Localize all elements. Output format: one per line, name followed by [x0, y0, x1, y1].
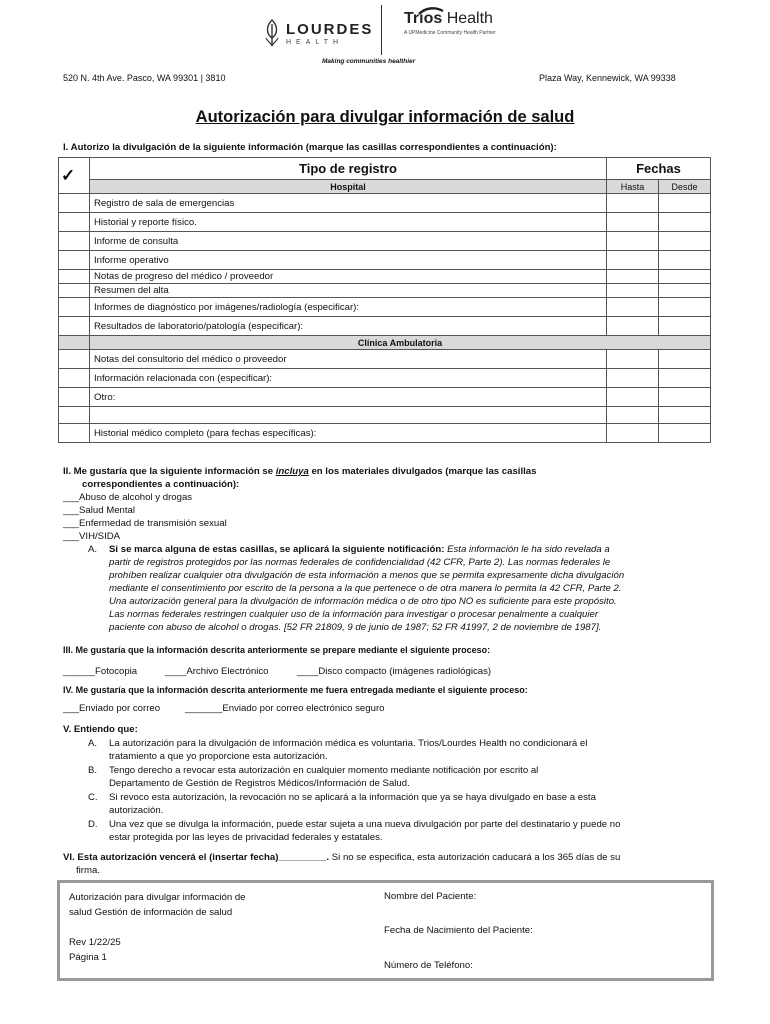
date-to-cell[interactable] — [607, 369, 659, 388]
hospital-group-header: Hospital — [90, 180, 607, 194]
notice-line: mediante el consentimiento por escrito de la persona a la que pertenece o de otra manera lo permita la 42 CFR, Parte 2. — [109, 583, 622, 594]
sensitive-item[interactable]: ___Salud Mental — [63, 505, 136, 516]
record-row: Notas de progreso del médico / proveedor — [90, 270, 607, 284]
date-from-cell[interactable] — [659, 317, 711, 336]
footer-box — [57, 880, 714, 981]
page-title: Autorización para divulgar información de salud — [195, 108, 575, 126]
understanding-label: A. — [88, 738, 98, 749]
trios-logo — [404, 10, 496, 36]
address-right: Plaza Way, Kennewick, WA 99338 — [539, 73, 676, 83]
doc-title-line: salud Gestión de información de salud — [69, 907, 233, 918]
sensitive-item[interactable]: ___Abuso de alcohol y drogas — [63, 492, 193, 503]
record-row: Informe de consulta — [90, 232, 607, 251]
notice-line: Las normas federales restringen cualquier uso de la información para investigar o procesar penalmente a cualquier — [109, 609, 599, 620]
understanding-label: C. — [88, 792, 98, 803]
section2-heading: II. Me gustaría que la siguiente información se incluya en los materiales divulgados (marque las casillas — [63, 466, 537, 477]
checkbox-cell[interactable] — [59, 270, 90, 284]
record-row: Información relacionada con (especificar): — [90, 369, 607, 388]
date-to-cell[interactable] — [607, 270, 659, 284]
section6-heading-cont: firma. — [76, 865, 100, 876]
record-row: Resultados de laboratorio/patología (especificar): — [90, 317, 607, 336]
checkbox-cell[interactable] — [59, 284, 90, 298]
date-from-cell[interactable] — [659, 251, 711, 270]
letterhead — [0, 0, 770, 90]
understanding-line: Departamento de Gestión de Registros Médicos/Información de Salud. — [109, 778, 410, 789]
date-from-cell[interactable] — [659, 424, 711, 443]
date-to-cell[interactable] — [607, 407, 659, 424]
date-to-cell[interactable] — [607, 317, 659, 336]
trios-name: Health — [446, 10, 493, 27]
patient-name-field[interactable]: Nombre del Paciente: — [384, 891, 477, 902]
date-to-cell[interactable] — [607, 194, 659, 213]
sensitive-item[interactable]: ___VIH/SIDA — [63, 531, 121, 542]
date-from-cell[interactable] — [659, 194, 711, 213]
record-row: Informe operativo — [90, 251, 607, 270]
understanding-line: autorización. — [109, 805, 164, 816]
date-from-cell[interactable] — [659, 213, 711, 232]
sensitive-item[interactable]: ___Enfermedad de transmisión sexual — [63, 518, 227, 529]
notice-label: A. — [88, 544, 98, 555]
record-row: Historial y reporte físico. — [90, 213, 607, 232]
checkbox-cell[interactable] — [59, 251, 90, 270]
record-row: Informes de diagnóstico por imágenes/radiología (especificar): — [90, 298, 607, 317]
patient-dob-field[interactable]: Fecha de Nacimiento del Paciente: — [384, 925, 533, 936]
date-from-cell[interactable] — [659, 284, 711, 298]
understanding-line: estar protegida por las leyes de privacidad federales y estatales. — [109, 832, 383, 843]
notice-line: paciente con abuso de alcohol o drogas. [52 FR 21809, 9 de junio de 1987; 52 FR 41997, 2 de noviembre de 1987]. — [109, 622, 602, 633]
date-to-cell[interactable] — [607, 350, 659, 369]
delivery-email[interactable]: _______Enviado por correo electrónico seguro — [185, 703, 385, 714]
logo-divider — [381, 5, 382, 55]
patient-phone-field[interactable]: Número de Teléfono: — [384, 960, 473, 971]
notice-line: Una autorización general para la divulgación de información médica o de otro tipo NO es suficiente para este propósito. — [109, 596, 617, 607]
notice-line: prohíben realizar cualquier otra divulgación de esta información a menos que se permita expresamente dicha divulgación — [109, 570, 625, 581]
address-left: 520 N. 4th Ave. Pasco, WA 99301 | 3810 — [63, 73, 226, 83]
date-to-cell[interactable] — [607, 284, 659, 298]
checkbox-cell[interactable] — [59, 317, 90, 336]
date-from-cell[interactable] — [659, 350, 711, 369]
doc-title-line: Autorización para divulgar información de — [69, 892, 246, 903]
from-header: Desde — [659, 180, 711, 194]
record-row: Resumen del alta — [90, 284, 607, 298]
delivery-mail[interactable]: ___Enviado por correo — [63, 703, 161, 714]
understanding-label: B. — [88, 765, 98, 776]
date-to-cell[interactable] — [607, 213, 659, 232]
include-emphasis: incluya — [275, 466, 309, 477]
understanding-label: D. — [88, 819, 98, 830]
record-row: Otro: — [90, 388, 607, 407]
understanding-line: Si revoco esta autorización, la revocación no se aplicará a la información que ya se haya divulgado en base a esta — [109, 792, 596, 803]
date-to-cell[interactable] — [607, 388, 659, 407]
check-column-header: ✓ — [59, 158, 90, 194]
dates-header: Fechas — [607, 158, 711, 180]
record-row-blank[interactable] — [90, 407, 607, 424]
section3-heading: III. Me gustaría que la información descrita anteriormente se prepare mediante el siguiente proceso: — [63, 645, 491, 655]
record-type-header: Tipo de registro — [90, 158, 607, 180]
section2-heading-cont: correspondientes a continuación): — [82, 479, 240, 490]
date-to-cell[interactable] — [607, 232, 659, 251]
understanding-line: La autorización para la divulgación de información médica es voluntaria. Trios/Lourdes Health no condicionará el — [109, 738, 588, 749]
record-row: Historial médico completo (para fechas específicas): — [90, 424, 607, 443]
understanding-line: Una vez que se divulga la información, puede estar sujeta a una nueva divulgación por parte del destinatario y puede no — [109, 819, 621, 830]
date-from-cell[interactable] — [659, 298, 711, 317]
understanding-line: tratamiento a que yo proporcione esta autorización. — [109, 751, 328, 762]
date-from-cell[interactable] — [659, 369, 711, 388]
checkbox-cell[interactable] — [59, 232, 90, 251]
records-table — [58, 157, 711, 443]
lourdes-logo — [262, 18, 373, 48]
date-from-cell[interactable] — [659, 270, 711, 284]
format-electronic[interactable]: ____Archivo Electrónico — [165, 666, 269, 677]
checkbox-cell[interactable] — [59, 298, 90, 317]
checkbox-cell[interactable] — [59, 424, 90, 443]
trios-sub: A UPMedicine Community Health Partner — [404, 30, 496, 36]
to-header: Hasta — [607, 180, 659, 194]
clinic-group-header: Clínica Ambulatoria — [90, 336, 711, 350]
understanding-line: Tengo derecho a revocar esta autorización en cualquier momento mediante notificación por escrito al — [109, 765, 539, 776]
section4-heading: IV. Me gustaría que la información descrita anteriormente me fuera entregada mediante el siguiente proceso: — [63, 685, 528, 695]
notice-first-line: Si se marca alguna de estas casillas, se aplicará la siguiente notificación: Esta información le ha sido revelada a — [109, 544, 610, 555]
revision: Rev 1/22/25 — [69, 937, 121, 948]
lourdes-name: LOURDES — [286, 20, 374, 38]
date-from-cell[interactable] — [659, 232, 711, 251]
checkbox-cell[interactable] — [59, 388, 90, 407]
section6-heading: VI. Esta autorización vencerá el (insertar fecha)_________. Si no se especifica, esta autorización caducará a los 365 días de su — [63, 852, 621, 863]
lourdes-leaf-icon — [262, 18, 282, 48]
page-number: Página 1 — [69, 952, 107, 963]
checkbox-cell[interactable] — [59, 213, 90, 232]
checkbox-cell[interactable] — [59, 350, 90, 369]
checkbox-cell[interactable] — [59, 194, 90, 213]
format-photocopy[interactable]: ______Fotocopia — [63, 666, 138, 677]
notice-line: partir de registros protegidos por las normas federales de confidencialidad (42 CFR, Parte 2). Las normas federales le — [109, 557, 611, 568]
record-row: Notas del consultorio del médico o proveedor — [90, 350, 607, 369]
tagline: Making communities healthier — [322, 58, 416, 65]
format-cd[interactable]: ____Disco compacto (imágenes radiológicas) — [297, 666, 492, 677]
checkbox-cell[interactable] — [59, 407, 90, 424]
date-to-cell[interactable] — [607, 298, 659, 317]
date-from-cell[interactable] — [659, 388, 711, 407]
lourdes-sub: HEALTH — [286, 38, 344, 46]
section1-heading: I. Autorizo la divulgación de la siguiente información (marque las casillas correspondientes a continuación): — [63, 142, 557, 153]
date-from-cell[interactable] — [659, 407, 711, 424]
date-to-cell[interactable] — [607, 424, 659, 443]
trios-name-bold: Trios — [404, 10, 443, 27]
checkbox-cell[interactable] — [59, 369, 90, 388]
section5-heading: V. Entiendo que: — [63, 724, 138, 735]
trios-swoosh-icon — [418, 6, 444, 16]
record-row: Registro de sala de emergencias — [90, 194, 607, 213]
date-to-cell[interactable] — [607, 251, 659, 270]
